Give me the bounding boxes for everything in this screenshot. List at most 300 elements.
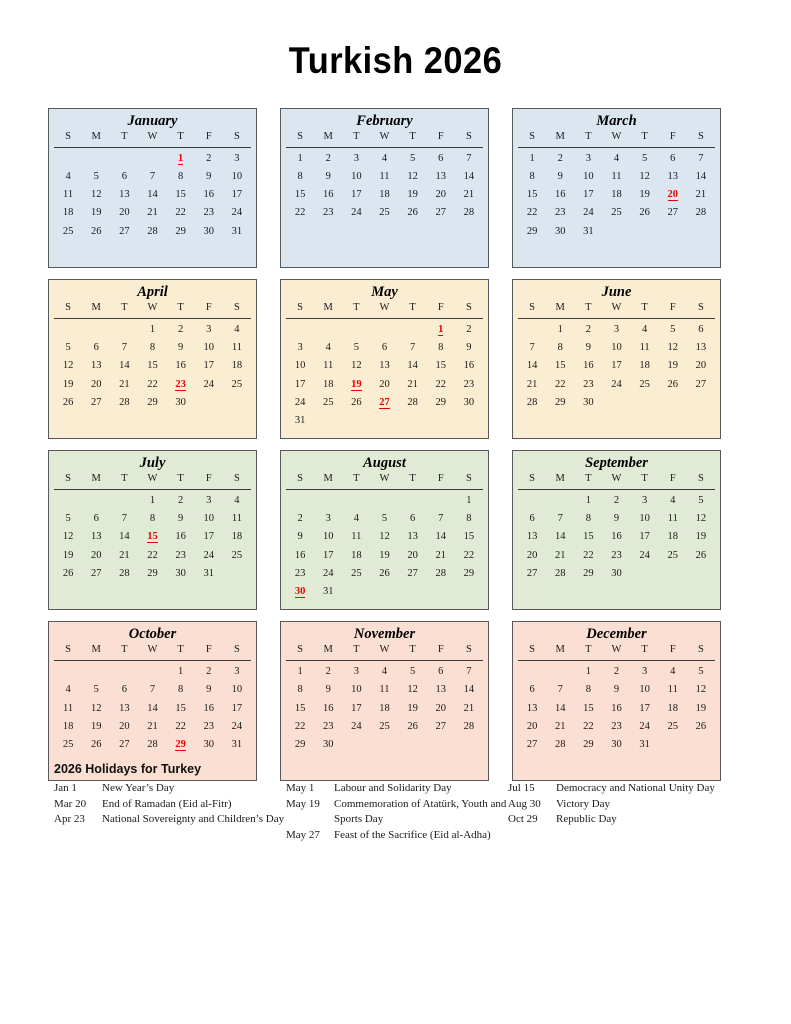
day-cell[interactable]: 23 — [611, 549, 622, 561]
day-cell[interactable]: 21 — [119, 549, 130, 561]
day-cell[interactable]: 30 — [175, 567, 186, 579]
day-cell[interactable]: 11 — [379, 170, 390, 182]
day-cell[interactable]: 4 — [65, 170, 71, 182]
day-cell[interactable]: 26 — [379, 567, 390, 579]
day-cell[interactable]: 4 — [670, 666, 676, 678]
day-cell[interactable]: 23 — [554, 207, 566, 219]
day-cell[interactable]: 6 — [93, 513, 99, 525]
day-cell[interactable]: 1 — [297, 152, 303, 164]
day-cell[interactable]: 5 — [381, 513, 388, 525]
day-cell[interactable]: 10 — [203, 513, 215, 525]
day-cell[interactable]: 30 — [611, 739, 622, 751]
day-cell[interactable]: 28 — [695, 207, 707, 219]
day-cell[interactable]: 2 — [557, 152, 563, 164]
day-cell[interactable]: 12 — [62, 531, 74, 543]
day-cell[interactable]: 21 — [435, 549, 447, 561]
day-cell[interactable]: 21 — [554, 720, 566, 732]
day-cell[interactable]: 25 — [351, 567, 362, 579]
day-cell[interactable]: 24 — [611, 378, 622, 390]
day-cell[interactable]: 7 — [466, 666, 472, 678]
day-cell[interactable]: 29 — [583, 567, 594, 579]
day-cell[interactable]: 25 — [62, 225, 74, 237]
day-cell[interactable]: 22 — [294, 207, 306, 219]
day-cell[interactable]: 23 — [175, 549, 186, 561]
day-cell[interactable]: 26 — [407, 207, 418, 219]
day-cell[interactable]: 17 — [231, 189, 243, 201]
day-cell[interactable]: 21 — [147, 207, 158, 219]
day-cell[interactable]: 26 — [62, 396, 74, 408]
day-cell[interactable]: 22 — [463, 549, 475, 561]
day-cell[interactable]: 1 — [149, 494, 156, 506]
day-cell[interactable]: 18 — [611, 189, 622, 201]
day-cell[interactable]: 2 — [613, 666, 620, 678]
day-cell[interactable]: 9 — [178, 342, 184, 354]
day-cell[interactable]: 3 — [642, 494, 648, 506]
day-cell[interactable]: 28 — [119, 567, 130, 579]
day-cell[interactable]: 12 — [379, 531, 390, 543]
day-cell[interactable]: 13 — [407, 531, 418, 543]
day-cell[interactable]: 28 — [407, 396, 418, 408]
day-cell[interactable]: 9 — [206, 684, 212, 696]
day-cell[interactable]: 29 — [583, 739, 594, 751]
day-cell[interactable]: 9 — [178, 513, 184, 525]
day-cell[interactable]: 12 — [667, 342, 679, 354]
day-cell[interactable]: 10 — [583, 170, 594, 182]
day-cell[interactable]: 10 — [351, 170, 362, 182]
day-cell[interactable]: 26 — [351, 396, 362, 408]
day-cell[interactable]: 22 — [294, 720, 306, 732]
day-cell[interactable]: 18 — [379, 702, 390, 714]
day-cell[interactable]: 30 — [175, 396, 186, 408]
day-cell[interactable]: 6 — [438, 666, 444, 678]
day-cell[interactable]: 5 — [410, 666, 416, 678]
day-cell[interactable]: 5 — [410, 152, 416, 164]
day-cell[interactable]: 16 — [175, 531, 186, 543]
day-cell[interactable]: 21 — [554, 549, 566, 561]
day-cell[interactable]: 26 — [90, 739, 102, 751]
day-cell[interactable]: 22 — [175, 720, 186, 732]
day-cell[interactable]: 23 — [203, 720, 215, 732]
day-cell[interactable]: 2 — [206, 666, 212, 678]
day-cell[interactable]: 27 — [435, 720, 447, 732]
day-cell[interactable]: 31 — [322, 586, 334, 598]
day-cell[interactable]: 15 — [435, 360, 447, 372]
day-cell[interactable]: 18 — [379, 189, 390, 201]
day-cell[interactable]: 17 — [322, 549, 334, 561]
day-cell[interactable]: 7 — [438, 513, 444, 525]
day-cell[interactable]: 7 — [557, 513, 563, 525]
day-cell[interactable]: 9 — [297, 531, 303, 543]
day-cell[interactable]: 12 — [90, 702, 102, 714]
day-cell[interactable]: 25 — [667, 720, 679, 732]
day-cell[interactable]: 30 — [203, 225, 215, 237]
day-cell[interactable]: 30 — [203, 739, 215, 751]
day-cell[interactable]: 30 — [463, 396, 475, 408]
day-cell-holiday[interactable] — [342, 375, 370, 393]
day-cell[interactable]: 10 — [351, 684, 362, 696]
day-cell[interactable]: 31 — [203, 567, 215, 579]
day-cell[interactable]: 4 — [353, 513, 359, 525]
day-cell[interactable]: 22 — [583, 720, 594, 732]
day-cell[interactable]: 21 — [463, 702, 475, 714]
day-cell[interactable]: 19 — [90, 720, 102, 732]
day-cell[interactable]: 6 — [529, 684, 535, 696]
day-cell[interactable]: 18 — [231, 531, 243, 543]
day-cell[interactable]: 29 — [147, 567, 158, 579]
day-cell[interactable]: 20 — [119, 207, 130, 219]
day-cell[interactable]: 10 — [639, 513, 650, 525]
day-cell[interactable]: 24 — [351, 720, 362, 732]
day-cell[interactable]: 2 — [206, 152, 212, 164]
day-cell[interactable]: 20 — [90, 549, 102, 561]
day-cell[interactable]: 20 — [90, 378, 102, 390]
day-cell[interactable]: 1 — [557, 323, 563, 335]
day-cell[interactable]: 12 — [62, 360, 74, 372]
day-cell[interactable]: 15 — [294, 189, 306, 201]
day-cell[interactable]: 9 — [466, 342, 472, 354]
day-cell[interactable]: 19 — [667, 360, 679, 372]
day-cell[interactable]: 23 — [322, 720, 334, 732]
day-cell[interactable]: 16 — [203, 702, 215, 714]
day-cell[interactable]: 15 — [175, 189, 186, 201]
day-cell[interactable]: 31 — [231, 225, 243, 237]
day-cell[interactable]: 14 — [695, 170, 707, 182]
day-cell[interactable]: 10 — [203, 342, 215, 354]
day-cell[interactable]: 12 — [351, 360, 362, 372]
day-cell[interactable]: 28 — [554, 739, 566, 751]
day-cell[interactable]: 11 — [351, 531, 362, 543]
day-cell[interactable]: 5 — [65, 342, 71, 354]
day-cell[interactable]: 26 — [62, 567, 74, 579]
day-cell[interactable]: 17 — [583, 189, 594, 201]
day-cell[interactable]: 19 — [695, 702, 707, 714]
day-cell[interactable]: 2 — [585, 323, 591, 335]
day-cell-holiday[interactable] — [167, 147, 195, 168]
day-cell[interactable]: 17 — [611, 360, 622, 372]
day-cell[interactable]: 22 — [147, 378, 158, 390]
day-cell[interactable]: 8 — [178, 684, 184, 696]
day-cell[interactable]: 4 — [234, 323, 240, 335]
day-cell[interactable]: 17 — [294, 378, 306, 390]
day-cell[interactable]: 18 — [639, 360, 650, 372]
day-cell-holiday[interactable] — [427, 318, 455, 339]
day-cell[interactable]: 10 — [231, 170, 243, 182]
day-cell[interactable]: 6 — [93, 342, 99, 354]
day-cell[interactable]: 16 — [175, 360, 186, 372]
day-cell[interactable]: 12 — [407, 170, 418, 182]
day-cell[interactable]: 14 — [119, 531, 130, 543]
day-cell[interactable]: 18 — [322, 378, 334, 390]
day-cell[interactable]: 11 — [639, 342, 650, 354]
day-cell[interactable]: 22 — [435, 378, 447, 390]
day-cell[interactable]: 11 — [231, 513, 242, 525]
day-cell[interactable]: 19 — [695, 531, 707, 543]
day-cell[interactable]: 15 — [526, 189, 538, 201]
day-cell[interactable]: 12 — [639, 170, 650, 182]
day-cell-holiday[interactable] — [370, 394, 398, 412]
day-cell[interactable]: 4 — [613, 152, 620, 164]
day-cell[interactable]: 20 — [526, 549, 538, 561]
day-cell[interactable]: 25 — [231, 549, 243, 561]
day-cell[interactable]: 23 — [611, 720, 622, 732]
day-cell-holiday[interactable] — [167, 375, 195, 393]
day-cell[interactable]: 4 — [234, 494, 240, 506]
day-cell-holiday[interactable] — [659, 186, 687, 204]
day-cell[interactable]: 11 — [667, 513, 678, 525]
day-cell[interactable]: 25 — [231, 378, 243, 390]
day-cell[interactable]: 19 — [90, 207, 102, 219]
day-cell[interactable]: 17 — [351, 189, 362, 201]
day-cell[interactable]: 20 — [526, 720, 538, 732]
day-cell[interactable]: 17 — [639, 531, 650, 543]
day-cell[interactable]: 31 — [639, 739, 650, 751]
day-cell[interactable]: 13 — [119, 702, 130, 714]
day-cell[interactable]: 3 — [353, 666, 359, 678]
day-cell[interactable]: 6 — [121, 684, 127, 696]
day-cell[interactable]: 23 — [322, 207, 334, 219]
day-cell[interactable]: 29 — [463, 567, 475, 579]
day-cell[interactable]: 28 — [554, 567, 566, 579]
day-cell[interactable]: 18 — [667, 702, 679, 714]
day-cell[interactable]: 11 — [379, 684, 390, 696]
day-cell[interactable]: 19 — [407, 702, 418, 714]
day-cell[interactable]: 23 — [583, 378, 594, 390]
day-cell[interactable]: 2 — [325, 666, 331, 678]
day-cell[interactable]: 28 — [147, 225, 158, 237]
day-cell[interactable]: 7 — [149, 170, 156, 182]
day-cell[interactable]: 12 — [695, 684, 707, 696]
day-cell[interactable]: 23 — [203, 207, 215, 219]
day-cell[interactable]: 14 — [407, 360, 418, 372]
day-cell[interactable]: 28 — [463, 720, 475, 732]
day-cell[interactable]: 30 — [583, 396, 594, 408]
day-cell[interactable]: 31 — [231, 739, 243, 751]
day-cell[interactable]: 13 — [90, 360, 102, 372]
day-cell[interactable]: 13 — [526, 531, 538, 543]
day-cell[interactable]: 12 — [695, 513, 707, 525]
day-cell[interactable]: 8 — [585, 513, 591, 525]
day-cell[interactable]: 24 — [231, 207, 243, 219]
day-cell[interactable]: 8 — [438, 342, 444, 354]
day-cell[interactable]: 16 — [554, 189, 566, 201]
day-cell[interactable]: 16 — [611, 531, 622, 543]
day-cell[interactable]: 16 — [611, 702, 622, 714]
day-cell[interactable]: 6 — [529, 513, 535, 525]
day-cell[interactable]: 19 — [62, 378, 74, 390]
day-cell[interactable]: 27 — [667, 207, 679, 219]
day-cell[interactable]: 3 — [297, 342, 303, 354]
day-cell[interactable]: 21 — [463, 189, 475, 201]
day-cell[interactable]: 11 — [323, 360, 334, 372]
day-cell[interactable]: 7 — [149, 684, 156, 696]
day-cell-holiday[interactable] — [286, 583, 314, 601]
day-cell[interactable]: 8 — [585, 684, 591, 696]
day-cell[interactable]: 30 — [554, 225, 566, 237]
day-cell[interactable]: 25 — [379, 207, 390, 219]
day-cell[interactable]: 22 — [554, 378, 566, 390]
day-cell[interactable]: 4 — [65, 684, 71, 696]
day-cell[interactable]: 13 — [526, 702, 538, 714]
day-cell[interactable]: 2 — [178, 494, 184, 506]
day-cell[interactable]: 6 — [438, 152, 444, 164]
day-cell[interactable]: 24 — [322, 567, 334, 579]
day-cell[interactable]: 26 — [695, 720, 707, 732]
day-cell[interactable]: 21 — [695, 189, 707, 201]
day-cell[interactable]: 26 — [90, 225, 102, 237]
day-cell[interactable]: 1 — [297, 666, 303, 678]
day-cell[interactable]: 24 — [351, 207, 362, 219]
day-cell[interactable]: 25 — [62, 739, 74, 751]
day-cell[interactable]: 29 — [554, 396, 566, 408]
day-cell[interactable]: 14 — [435, 531, 447, 543]
day-cell[interactable]: 19 — [62, 549, 74, 561]
day-cell[interactable]: 10 — [611, 342, 622, 354]
day-cell[interactable]: 14 — [119, 360, 130, 372]
day-cell[interactable]: 10 — [322, 531, 334, 543]
day-cell[interactable]: 23 — [294, 567, 306, 579]
day-cell[interactable]: 3 — [585, 152, 591, 164]
day-cell[interactable]: 17 — [639, 702, 650, 714]
day-cell[interactable]: 11 — [667, 684, 678, 696]
day-cell[interactable]: 13 — [695, 342, 707, 354]
day-cell[interactable]: 9 — [613, 684, 620, 696]
day-cell[interactable]: 20 — [435, 702, 447, 714]
day-cell[interactable]: 24 — [639, 720, 650, 732]
day-cell[interactable]: 23 — [463, 378, 475, 390]
day-cell[interactable]: 15 — [175, 702, 186, 714]
day-cell[interactable]: 8 — [178, 170, 184, 182]
day-cell[interactable]: 3 — [613, 323, 620, 335]
day-cell[interactable]: 27 — [526, 739, 538, 751]
day-cell[interactable]: 14 — [147, 189, 158, 201]
day-cell[interactable]: 7 — [557, 684, 563, 696]
day-cell[interactable]: 10 — [639, 684, 650, 696]
day-cell[interactable]: 22 — [583, 549, 594, 561]
day-cell[interactable]: 2 — [325, 152, 331, 164]
day-cell[interactable]: 5 — [698, 494, 704, 506]
day-cell[interactable]: 31 — [583, 225, 594, 237]
day-cell[interactable]: 28 — [463, 207, 475, 219]
day-cell[interactable]: 5 — [642, 152, 648, 164]
day-cell[interactable]: 6 — [121, 170, 127, 182]
day-cell[interactable]: 19 — [379, 549, 390, 561]
day-cell[interactable]: 17 — [203, 360, 215, 372]
day-cell[interactable]: 22 — [147, 549, 158, 561]
day-cell[interactable]: 9 — [557, 170, 563, 182]
day-cell[interactable]: 20 — [695, 360, 707, 372]
day-cell[interactable]: 2 — [178, 323, 184, 335]
day-cell[interactable]: 15 — [294, 702, 306, 714]
day-cell[interactable]: 26 — [695, 549, 707, 561]
day-cell[interactable]: 1 — [178, 666, 184, 678]
day-cell[interactable]: 7 — [466, 152, 472, 164]
day-cell[interactable]: 11 — [611, 170, 622, 182]
day-cell[interactable]: 8 — [466, 513, 472, 525]
day-cell[interactable]: 3 — [234, 666, 240, 678]
day-cell[interactable]: 6 — [381, 342, 388, 354]
day-cell[interactable]: 8 — [149, 513, 156, 525]
day-cell[interactable]: 18 — [351, 549, 362, 561]
day-cell-holiday[interactable] — [167, 736, 195, 754]
day-cell[interactable]: 20 — [435, 189, 447, 201]
day-cell[interactable]: 5 — [93, 684, 99, 696]
day-cell[interactable]: 15 — [147, 360, 158, 372]
day-cell[interactable]: 8 — [557, 342, 563, 354]
day-cell[interactable]: 5 — [65, 513, 71, 525]
day-cell[interactable]: 1 — [585, 494, 591, 506]
day-cell[interactable]: 5 — [670, 323, 676, 335]
day-cell[interactable]: 25 — [611, 207, 622, 219]
day-cell[interactable]: 27 — [90, 567, 102, 579]
day-cell[interactable]: 6 — [670, 152, 676, 164]
day-cell[interactable]: 14 — [526, 360, 538, 372]
day-cell[interactable]: 18 — [231, 360, 243, 372]
day-cell[interactable]: 21 — [119, 378, 130, 390]
day-cell[interactable]: 25 — [322, 396, 334, 408]
day-cell[interactable]: 15 — [463, 531, 475, 543]
day-cell[interactable]: 3 — [206, 494, 212, 506]
day-cell[interactable]: 13 — [435, 684, 447, 696]
day-cell[interactable]: 14 — [463, 684, 475, 696]
day-cell[interactable]: 14 — [554, 531, 566, 543]
day-cell[interactable]: 15 — [583, 702, 594, 714]
day-cell[interactable]: 27 — [526, 567, 538, 579]
day-cell[interactable]: 18 — [62, 720, 74, 732]
day-cell[interactable]: 27 — [695, 378, 707, 390]
day-cell[interactable]: 22 — [175, 207, 186, 219]
day-cell[interactable]: 14 — [554, 702, 566, 714]
day-cell[interactable]: 27 — [119, 739, 130, 751]
day-cell[interactable]: 10 — [231, 684, 243, 696]
day-cell[interactable]: 1 — [585, 666, 591, 678]
day-cell[interactable]: 25 — [639, 378, 650, 390]
day-cell[interactable]: 27 — [119, 225, 130, 237]
day-cell[interactable]: 3 — [353, 152, 359, 164]
day-cell[interactable]: 8 — [297, 170, 303, 182]
day-cell[interactable]: 16 — [203, 189, 215, 201]
day-cell[interactable]: 3 — [325, 513, 331, 525]
day-cell[interactable]: 29 — [175, 225, 186, 237]
day-cell[interactable]: 12 — [407, 684, 418, 696]
day-cell[interactable]: 29 — [526, 225, 538, 237]
day-cell[interactable]: 26 — [407, 720, 418, 732]
day-cell[interactable]: 17 — [203, 531, 215, 543]
day-cell[interactable]: 13 — [667, 170, 679, 182]
day-cell[interactable]: 7 — [121, 513, 127, 525]
day-cell[interactable]: 11 — [63, 702, 74, 714]
day-cell[interactable]: 8 — [529, 170, 535, 182]
day-cell[interactable]: 28 — [526, 396, 538, 408]
day-cell[interactable]: 9 — [325, 684, 331, 696]
day-cell[interactable]: 4 — [381, 666, 388, 678]
day-cell[interactable]: 13 — [90, 531, 102, 543]
day-cell[interactable]: 27 — [407, 567, 418, 579]
day-cell[interactable]: 6 — [698, 323, 704, 335]
day-cell[interactable]: 27 — [435, 207, 447, 219]
day-cell[interactable]: 14 — [147, 702, 158, 714]
day-cell[interactable]: 18 — [667, 531, 679, 543]
day-cell[interactable]: 12 — [90, 189, 102, 201]
day-cell[interactable]: 27 — [90, 396, 102, 408]
day-cell[interactable]: 4 — [325, 342, 331, 354]
day-cell[interactable]: 28 — [119, 396, 130, 408]
day-cell[interactable]: 17 — [231, 702, 243, 714]
day-cell[interactable]: 14 — [463, 170, 475, 182]
day-cell[interactable]: 7 — [698, 152, 704, 164]
day-cell[interactable]: 19 — [639, 189, 650, 201]
day-cell[interactable]: 9 — [206, 170, 212, 182]
day-cell[interactable]: 29 — [435, 396, 447, 408]
